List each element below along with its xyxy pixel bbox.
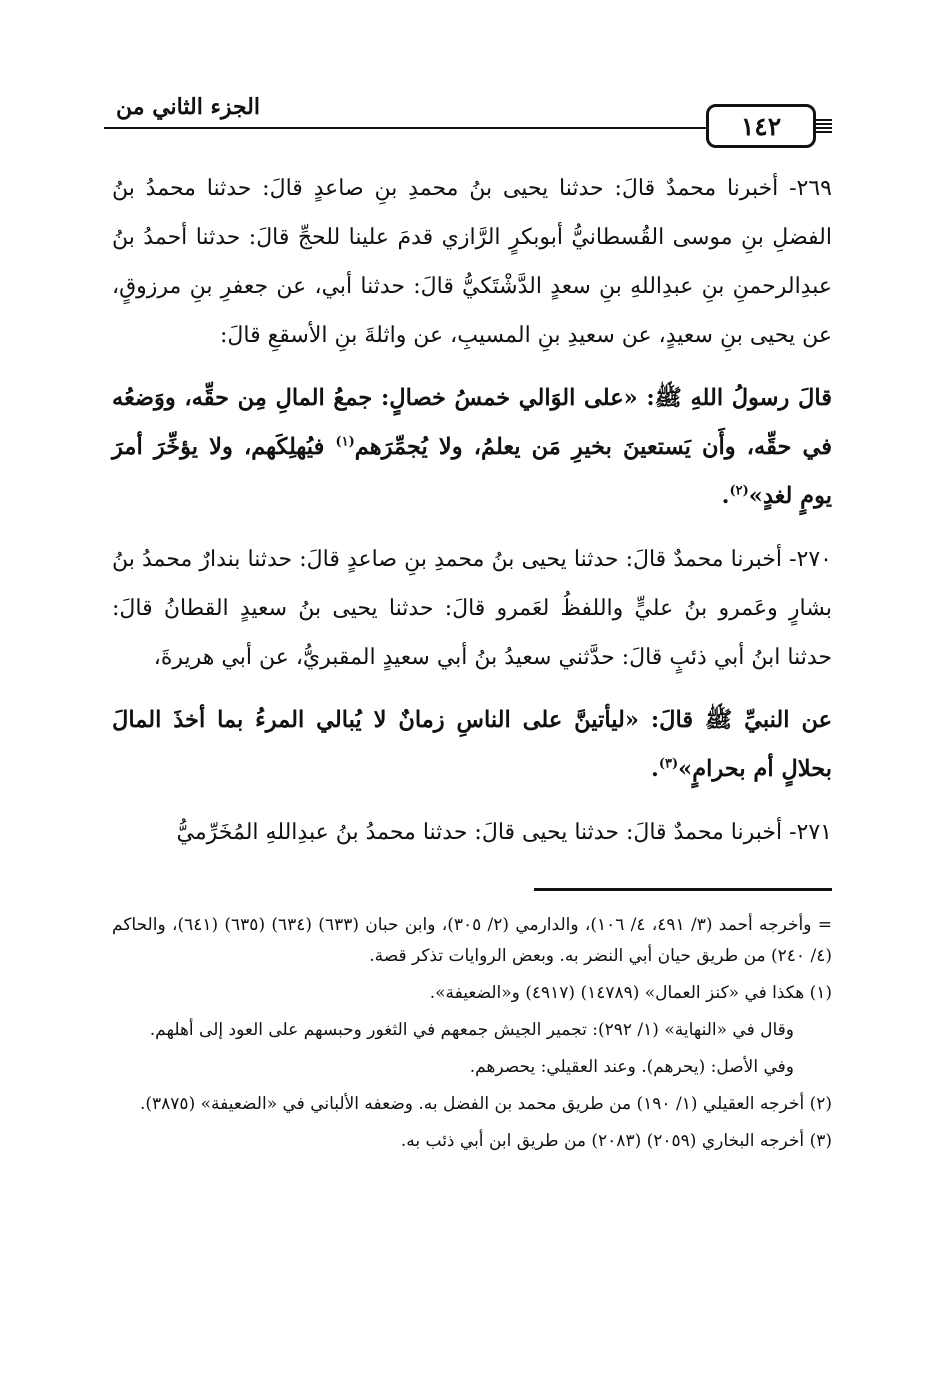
hadith-269 <box>112 374 832 521</box>
footnote-continuation: = وأخرجه أحمد (٣/ ٤٩١، ٤/ ١٠٦)، والدارمي (٢/ ٣٠٥)، وابن حبان (٦٣٣) (٦٣٤) (٦٣٥) (٦٤١)، والحاكم (٤/ ٢٤٠) من طريق حيان أبي النضر به. وبعض الروايات تذكر قصة. <box>112 915 832 966</box>
footnote-1-marker: (١) <box>809 983 832 1003</box>
footnote-ref-1: (١) <box>335 434 355 450</box>
footnote-2-text: أخرجه العقيلي (١/ ١٩٠) من طريق محمد بن الفضل به. وضعفه الألباني في «الضعيفة» (٣٨٧٥). <box>139 1094 805 1114</box>
footnote-separator <box>534 888 832 891</box>
main-text <box>112 164 832 871</box>
footnotes <box>112 910 832 1163</box>
footnote-3-marker: (٣) <box>809 1131 832 1151</box>
hadith-270-end: . <box>651 756 659 782</box>
hadith-270 <box>112 696 832 794</box>
header-rule <box>104 127 706 129</box>
footnote-1 <box>112 978 832 1009</box>
paragraph-271: ٢٧١- أخبرنا محمدٌ قالَ: حدثنا يحيى قالَ: حدثنا محمدُ بنُ عبدِاللهِ المُخَرِّميُّ <box>176 820 832 845</box>
hadith-269-text-2: فيُهلِكَهم، ولا يؤخِّرَ أمرَ يومٍ لغدٍ» <box>112 434 832 509</box>
header-ornament <box>816 119 832 135</box>
page-number-box <box>706 104 816 148</box>
footnote-3 <box>112 1126 832 1157</box>
footnote-1-text: هكذا في «كنز العمال» (١٤٧٨٩) (٤٩١٧) و«الضعيفة». <box>429 983 805 1003</box>
footnote-3-text: أخرجه البخاري (٢٠٥٩) (٢٠٨٣) من طريق ابن أبي ذئب به. <box>400 1131 805 1151</box>
paragraph-270: ٢٧٠- أخبرنا محمدٌ قالَ: حدثنا يحيى بنُ محمدِ بنِ صاعدٍ قالَ: حدثنا بندارٌ محمدُ بنُ بشارٍ وعَمرو بنُ عليٍّ واللفظُ لعَمرو قالَ: حدثنا يحيى بنُ سعيدٍ القطانُ قالَ: حدثنا ابنُ أبي ذئبٍ قالَ: حدَّثني سعيدُ بنُ أبي سعيدٍ المقبريُّ، عن أبي هريرةَ، <box>112 547 832 670</box>
hadith-270-text: عن النبيِّ ﷺ قالَ: «ليأتينَّ على الناسِ زمانٌ لا يُبالي المرءُ بما أخذَ المالَ بحلالٍ أم بحرامٍ» <box>112 707 832 782</box>
hadith-269-end: . <box>721 483 730 509</box>
footnote-1-note-b: وقال في «النهاية» (١/ ٢٩٢): تجمير الجيش جمعهم في الثغور وحبسهم على العود إلى أهلهم. <box>149 1020 794 1040</box>
footnote-1-note-c: وفي الأصل: (يحرهم). وعند العقيلي: يحصرهم. <box>469 1057 794 1077</box>
footnote-ref-3: (٣) <box>658 756 679 772</box>
page-number: ١٤٢ <box>740 111 782 141</box>
paragraph-269: ٢٦٩- أخبرنا محمدٌ قالَ: حدثنا يحيى بنُ محمدِ بنِ صاعدٍ قالَ: حدثنا محمدُ بنُ الفضلِ بنِ موسى القُسطانيُّ أبوبكرٍ الرَّازي قدمَ علينا للحجِّ قالَ: حدثنا أحمدُ بنُ عبدِالرحمنِ بنِ عبدِاللهِ بنِ سعدٍ الدَّشْتَكيُّ قالَ: حدثنا أبي، عن جعفرِ بنِ مرزوقٍ، عن يحيى بنِ سعيدٍ، عن سعيدِ بنِ المسيبِ، عن واثلةَ بنِ الأسقعِ قالَ: <box>112 176 832 348</box>
footnote-ref-2: (٢) <box>729 483 749 499</box>
footnote-2 <box>112 1089 832 1120</box>
running-head-title: الجزء الثاني من <box>116 94 260 120</box>
footnote-2-marker: (٢) <box>809 1094 832 1114</box>
hadith-269-text: قالَ رسولُ اللهِ ﷺ: «على الوَالي خمسُ خصالٍ: جمعُ المالِ مِن حقِّه، ووَضعُه في حقِّه، وأَن يَستعينَ بخيرِ مَن يعلمُ، ولا يُجمِّرَهم <box>112 385 833 460</box>
